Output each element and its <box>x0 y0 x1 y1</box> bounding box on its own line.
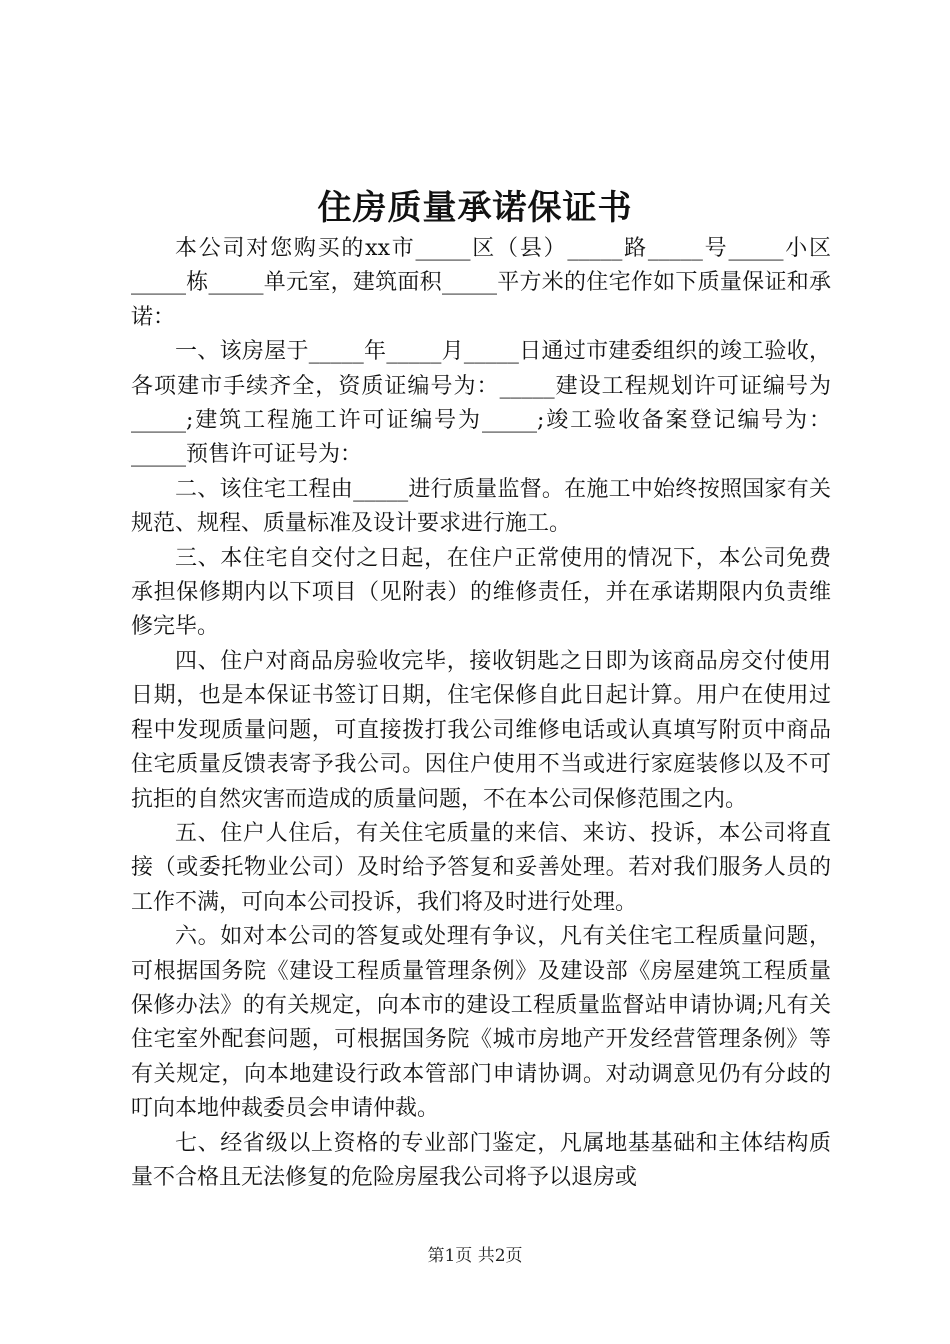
paragraph-clause-7: 七、经省级以上资格的专业部门鉴定，凡属地基基础和主体结构质量不合格且无法修复的危险房屋我公司将予以退房或 <box>131 1130 831 1190</box>
page-number-footer: 第1页 共2页 <box>427 1246 523 1266</box>
paragraph-intro: 本公司对您购买的xx市_____区（县）_____路_____号_____小区_____栋_____单元室，建筑面积_____平方米的住宅作如下质量保证和承诺： <box>131 236 831 330</box>
paragraph-clause-1: 一、该房屋于_____年_____月_____日通过市建委组织的竣工验收，各项建市手续齐全，资质证编号为：_____建设工程规划许可证编号为_____;建筑工程施工许可证编号为_____;竣工验收备案登记编号为：_____预售许可证号为： <box>131 339 831 468</box>
document-title: 住房质量承诺保证书 <box>317 188 633 228</box>
paragraph-clause-2: 二、该住宅工程由_____进行质量监督。在施工中始终按照国家有关规范、规程、质量标准及设计要求进行施工。 <box>131 476 831 537</box>
paragraph-clause-3: 三、本住宅自交付之日起，在住户正常使用的情况下，本公司免费承担保修期内以下项目（见附表）的维修责任，并在承诺期限内负责维修完毕。 <box>131 545 831 640</box>
paragraph-clause-5: 五、住户人住后，有关住宅质量的来信、来访、投诉，本公司将直接（或委托物业公司）及时给予答复和妥善处理。若对我们服务人员的工作不满，可向本公司投诉，我们将及时进行处理。 <box>131 820 831 915</box>
paragraph-clause-4: 四、住户对商品房验收完毕，接收钥匙之日即为该商品房交付使用日期，也是本保证书签订日期，住宅保修自此日起计算。用户在使用过程中发现质量问题，可直接拨打我公司维修电话或认真填写附页中商品住宅质量反馈表寄予我公司。因住户使用不当或进行家庭装修以及不可抗拒的自然灾害而造成的质量问题，不在本公司保修范围之内。 <box>131 648 831 812</box>
paragraph-clause-6: 六。如对本公司的答复或处理有争议，凡有关住宅工程质量问题，可根据国务院《建设工程质量管理条例》及建设部《房屋建筑工程质量保修办法》的有关规定，向本市的建设工程质量监督站申请协调;凡有关住宅室外配套问题，可根据国务院《城市房地产开发经营管理条例》等有关规定，向本地建设行政本管部门申请协调。对动调意见仍有分歧的叮向本地仲裁委员会申请仲裁。 <box>131 924 831 1122</box>
document-body <box>131 232 831 1195</box>
